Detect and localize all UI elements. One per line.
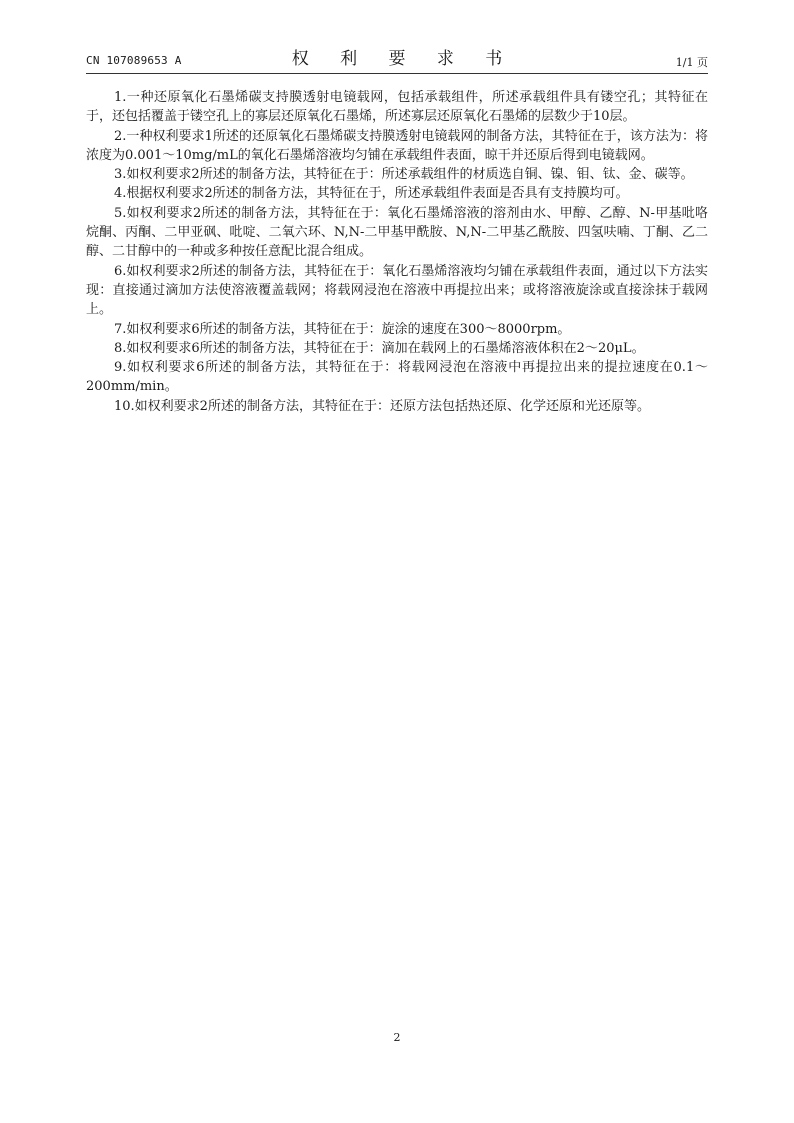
claim-9: 9.如权利要求6所述的制备方法，其特征在于：将载网浸泡在溶液中再提拉出来的提拉速度在0.1～200mm/min。: [86, 360, 708, 395]
page-number: 2: [393, 1031, 401, 1044]
claim-7: 7.如权利要求6所述的制备方法，其特征在于：旋涂的速度在300～8000rpm。: [114, 321, 571, 337]
page-info: 1/1 页: [675, 56, 708, 69]
claims-body: [86, 88, 708, 416]
claim-2: 2.一种权利要求1所述的还原氧化石墨烯碳支持膜透射电镜载网的制备方法，其特征在于，该方法为：将浓度为0.001～10mg/mL的氧化石墨烯溶液均匀铺在承载组件表面，晾干并还原后得到电镜载网。: [86, 128, 708, 163]
claim-5: 5.如权利要求2所述的制备方法，其特征在于：氧化石墨烯溶液的溶剂由水、甲醇、乙醇、N-甲基吡咯烷酮、丙酮、二甲亚砜、吡啶、二氧六环、N,N-二甲基甲酰胺、N,N-二甲基乙酰胺、四氢呋喃、丁酮、乙二醇、二甘醇中的一种或多种按任意配比混合组成。: [86, 205, 708, 260]
claim-3: 3.如权利要求2所述的制备方法，其特征在于：所述承载组件的材质选自铜、镍、钼、钛、金、碳等。: [114, 167, 694, 183]
header-divider: [86, 73, 708, 74]
claim-6: 6.如权利要求2所述的制备方法，其特征在于：氧化石墨烯溶液均匀铺在承载组件表面，通过以下方法实现：直接通过滴加方法使溶液覆盖载网；将载网浸泡在溶液中再提拉出来；或将溶液旋涂或直接涂抹于载网上。: [86, 263, 708, 318]
page-header: [86, 44, 708, 72]
claim-4: 4.根据权利要求2所述的制备方法，其特征在于，所述承载组件表面是否具有支持膜均可。: [114, 186, 629, 202]
publication-number: CN 107089653 A: [86, 54, 182, 67]
claim-8: 8.如权利要求6所述的制备方法，其特征在于：滴加在载网上的石墨烯溶液体积在2～20μL。: [114, 340, 645, 356]
claim-10: 10.如权利要求2所述的制备方法，其特征在于：还原方法包括热还原、化学还原和光还原等。: [114, 398, 650, 414]
document-title: 权 利 要 求 书: [291, 49, 516, 69]
claim-1: 1.一种还原氧化石墨烯碳支持膜透射电镜载网，包括承载组件，所述承载组件具有镂空孔；其特征在于，还包括覆盖于镂空孔上的寡层还原氧化石墨烯，所述寡层还原氧化石墨烯的层数少于10层。: [86, 90, 708, 125]
